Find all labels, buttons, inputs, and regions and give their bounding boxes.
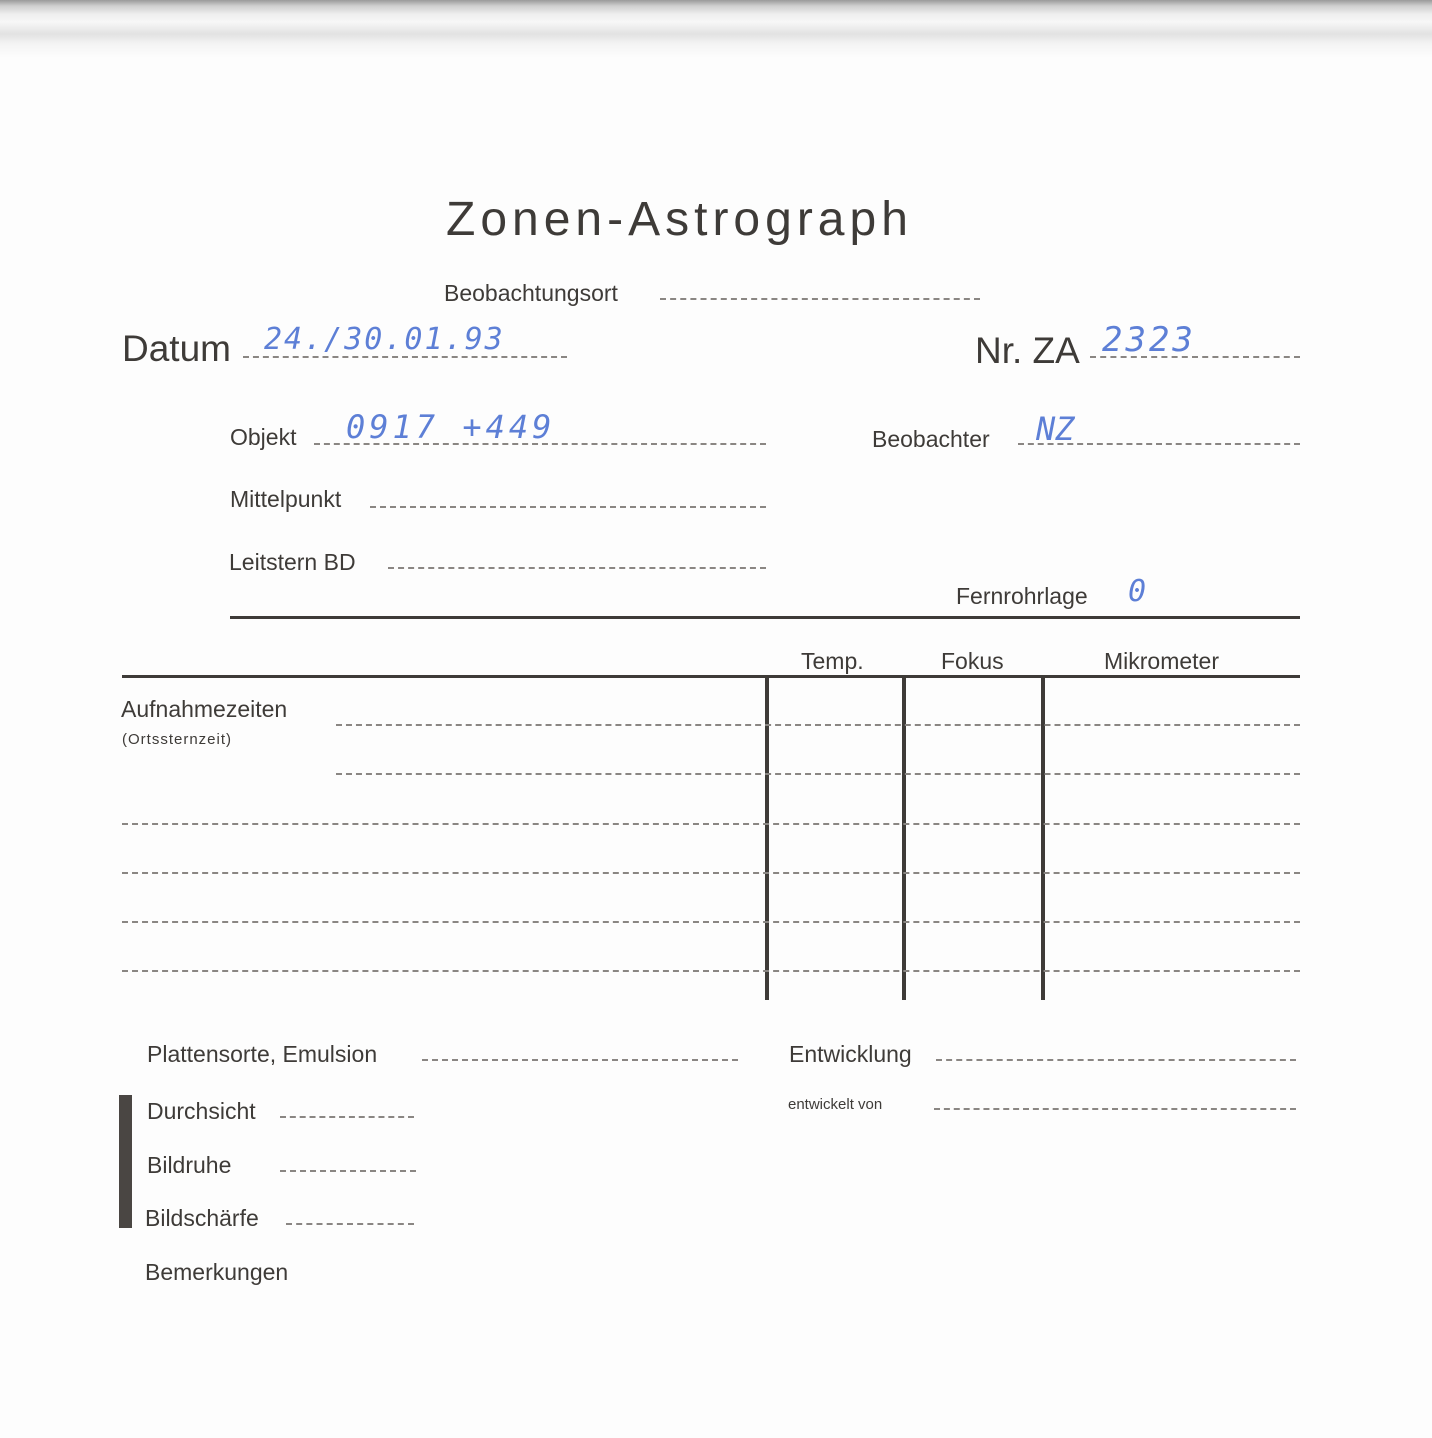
table-row[interactable]	[122, 921, 1300, 923]
scan-edge-shadow	[0, 0, 1432, 58]
table-row[interactable]	[122, 872, 1300, 874]
bemerkungen-label: Bemerkungen	[145, 1259, 289, 1285]
bildruhe-field[interactable]	[280, 1170, 416, 1172]
datum-value: 24./30.01.93	[264, 322, 505, 357]
bildschaerfe-field[interactable]	[286, 1223, 414, 1225]
entwickelt-von-field[interactable]	[934, 1108, 1296, 1110]
entwickelt-von-label: entwickelt von	[788, 1096, 883, 1113]
objekt-label: Objekt	[230, 424, 297, 450]
entwicklung-field[interactable]	[936, 1059, 1296, 1061]
datum-label: Datum	[122, 328, 231, 369]
bildruhe-label: Bildruhe	[147, 1152, 232, 1178]
leitstern-label: Leitstern BD	[229, 549, 356, 575]
quality-marker-bar	[119, 1095, 132, 1228]
nr-za-label: Nr. ZA	[975, 330, 1080, 371]
beobachtungsort-field[interactable]	[660, 298, 980, 300]
bildschaerfe-label: Bildschärfe	[145, 1205, 259, 1231]
leitstern-field[interactable]	[388, 567, 766, 569]
nr-za-value: 2323	[1102, 320, 1196, 360]
fernrohrlage-value: 0	[1128, 574, 1147, 609]
mittelpunkt-field[interactable]	[370, 506, 766, 508]
durchsicht-field[interactable]	[280, 1116, 414, 1118]
aufnahmezeiten-label: Aufnahmezeiten	[121, 696, 288, 722]
mittelpunkt-label: Mittelpunkt	[230, 486, 342, 512]
beobachter-value: NZ	[1036, 410, 1075, 448]
column-header-fokus: Fokus	[941, 648, 1004, 674]
table-row[interactable]	[336, 773, 1300, 775]
durchsicht-label: Durchsicht	[147, 1098, 256, 1124]
ortssternzeit-label: (Ortssternzeit)	[122, 731, 233, 748]
beobachtungsort-label: Beobachtungsort	[444, 280, 618, 306]
form-title: Zonen-Astrograph	[446, 193, 913, 246]
fernrohrlage-label: Fernrohrlage	[956, 583, 1088, 609]
table-header-rule	[122, 675, 1300, 678]
column-header-temp: Temp.	[801, 648, 864, 674]
beobachter-label: Beobachter	[872, 426, 990, 452]
entwicklung-label: Entwicklung	[789, 1041, 912, 1067]
section-divider	[230, 616, 1300, 619]
table-row[interactable]	[122, 823, 1300, 825]
table-row[interactable]	[122, 970, 1300, 972]
table-row[interactable]	[336, 724, 1300, 726]
column-header-mikrometer: Mikrometer	[1104, 648, 1220, 674]
plattensorte-label: Plattensorte, Emulsion	[147, 1041, 378, 1067]
objekt-value: 0917 +449	[346, 408, 556, 446]
plattensorte-field[interactable]	[422, 1059, 738, 1061]
